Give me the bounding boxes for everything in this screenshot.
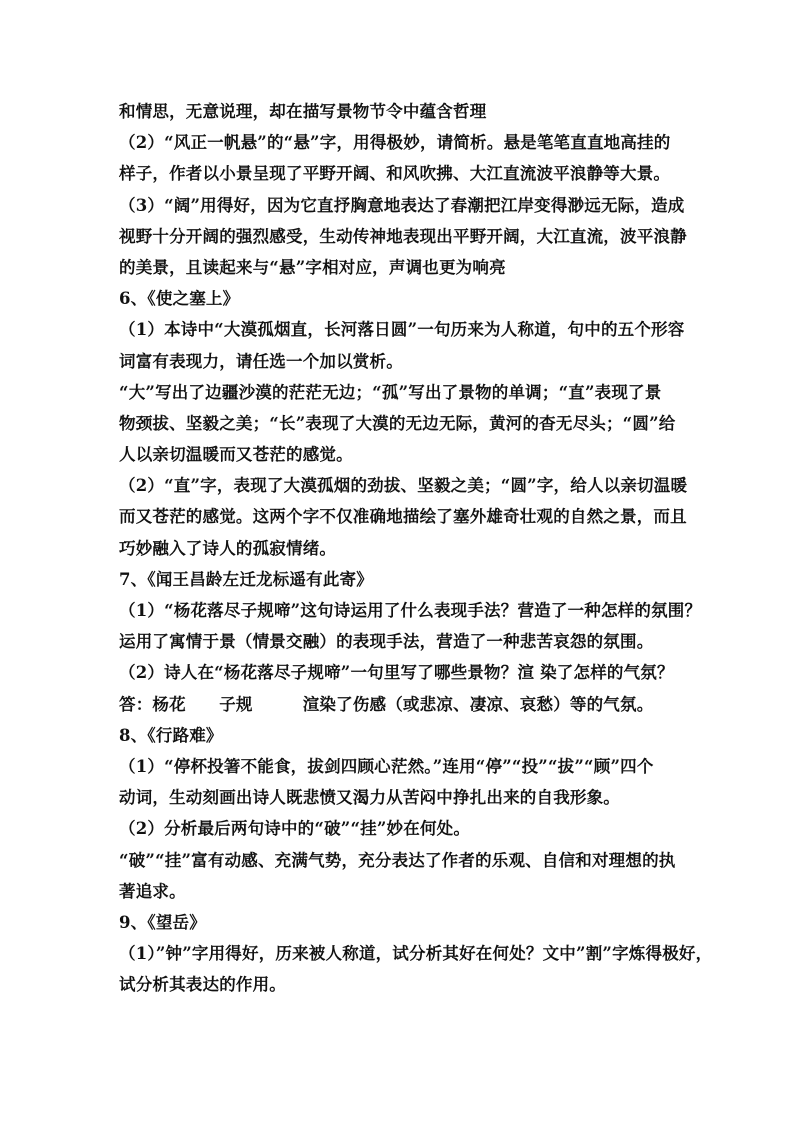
text-line: （1）本诗中“大漠孤烟直，长河落日圆”一句历来为人称道，句中的五个形容 (119, 320, 685, 340)
text-line: 视野十分开阔的强烈感受，生动传神地表现出平野开阔，大江直流，波平浪静 (119, 226, 687, 246)
text-line: 运用了寓情于景（情景交融）的表现手法，营造了一种悲苦哀怨的氛围。 (119, 632, 654, 652)
text-line: 试分析其表达的作用。 (119, 975, 286, 995)
text-line: （2）分析最后两句诗中的“破”“挂”妙在何处。 (119, 819, 471, 839)
text-line: （1）”钟”字用得好，历来被人称道，试分析其好在何处？文中”割”字炼得极好， (119, 944, 713, 964)
text-line: （2）“直”字，表现了大漠孤烟的劲拔、坚毅之美；“圆”字，给人以亲切温暖 (119, 476, 688, 496)
section-heading: 9、《望岳》 (119, 912, 206, 932)
text-line: 样子，作者以小景呈现了平野开阔、和风吹拂、大江直流波平浪静等大景。 (119, 164, 671, 184)
text-line: 巧妙融入了诗人的孤寂情绪。 (119, 538, 337, 558)
section-heading: 6、《使之塞上》 (119, 289, 240, 309)
section-heading: 7、《闻王昌龄左迁龙标遥有此寄》 (119, 569, 373, 589)
text-line: “破”“挂”富有动感、充满气势，充分表达了作者的乐观、自信和对理想的执 (119, 850, 676, 870)
text-line: （2）诗人在“杨花落尽子规啼”一句里写了哪些景物？渲 染了怎样的气氛？ (119, 663, 674, 683)
text-line: 而又苍茫的感觉。这两个字不仅准确地描绘了塞外雄奇壮观的自然之景，而且 (119, 507, 687, 527)
text-line: 动词，生动刻画出诗人既悲愤又渴力从苦闷中挣扎出来的自我形象。 (119, 788, 620, 808)
text-line: 人以亲切温暖而又苍茫的感觉。 (119, 445, 353, 465)
section-heading: 8、《行路难》 (119, 725, 223, 745)
text-line: 的美景，且读起来与“悬”字相对应，声调也更为响亮 (119, 257, 506, 277)
text-line: “大”写出了边疆沙漠的茫茫无边；“孤”写出了景物的单调；“直”表现了景 (119, 382, 662, 402)
text-line: 答：杨花 子规 渲染了伤感（或悲凉、凄凉、哀愁）等的气氛。 (119, 694, 654, 714)
text-line: 物颈拔、坚毅之美；“长”表现了大漠的无边无际，黄河的杳无尽头；“圆”给 (119, 413, 676, 433)
text-line: 和情思，无意说理，却在描写景物节令中蕴含哲理 (119, 102, 487, 121)
text-line: （1）“停杯投箸不能食，拔剑四顾心茫然。”连用“停”“投”“拔”“顾”四个 (119, 756, 654, 776)
text-line: 词富有表现力，请任选一个加以赏析。 (119, 351, 403, 371)
text-line: （3）“阔”用得好，因为它直抒胸意地表达了春潮把江岸变得渺远无际，造成 (119, 195, 685, 215)
text-line: （1）“杨花落尽子规啼”这句诗运用了什么表现手法？营造了一种怎样的氛围？ (119, 601, 702, 620)
text-line: （2）“风正一帆悬”的“悬”字，用得极妙，请简析。悬是笔笔直直地高挂的 (119, 133, 671, 153)
text-line: 著追求。 (119, 881, 186, 901)
document-body (119, 96, 713, 1000)
